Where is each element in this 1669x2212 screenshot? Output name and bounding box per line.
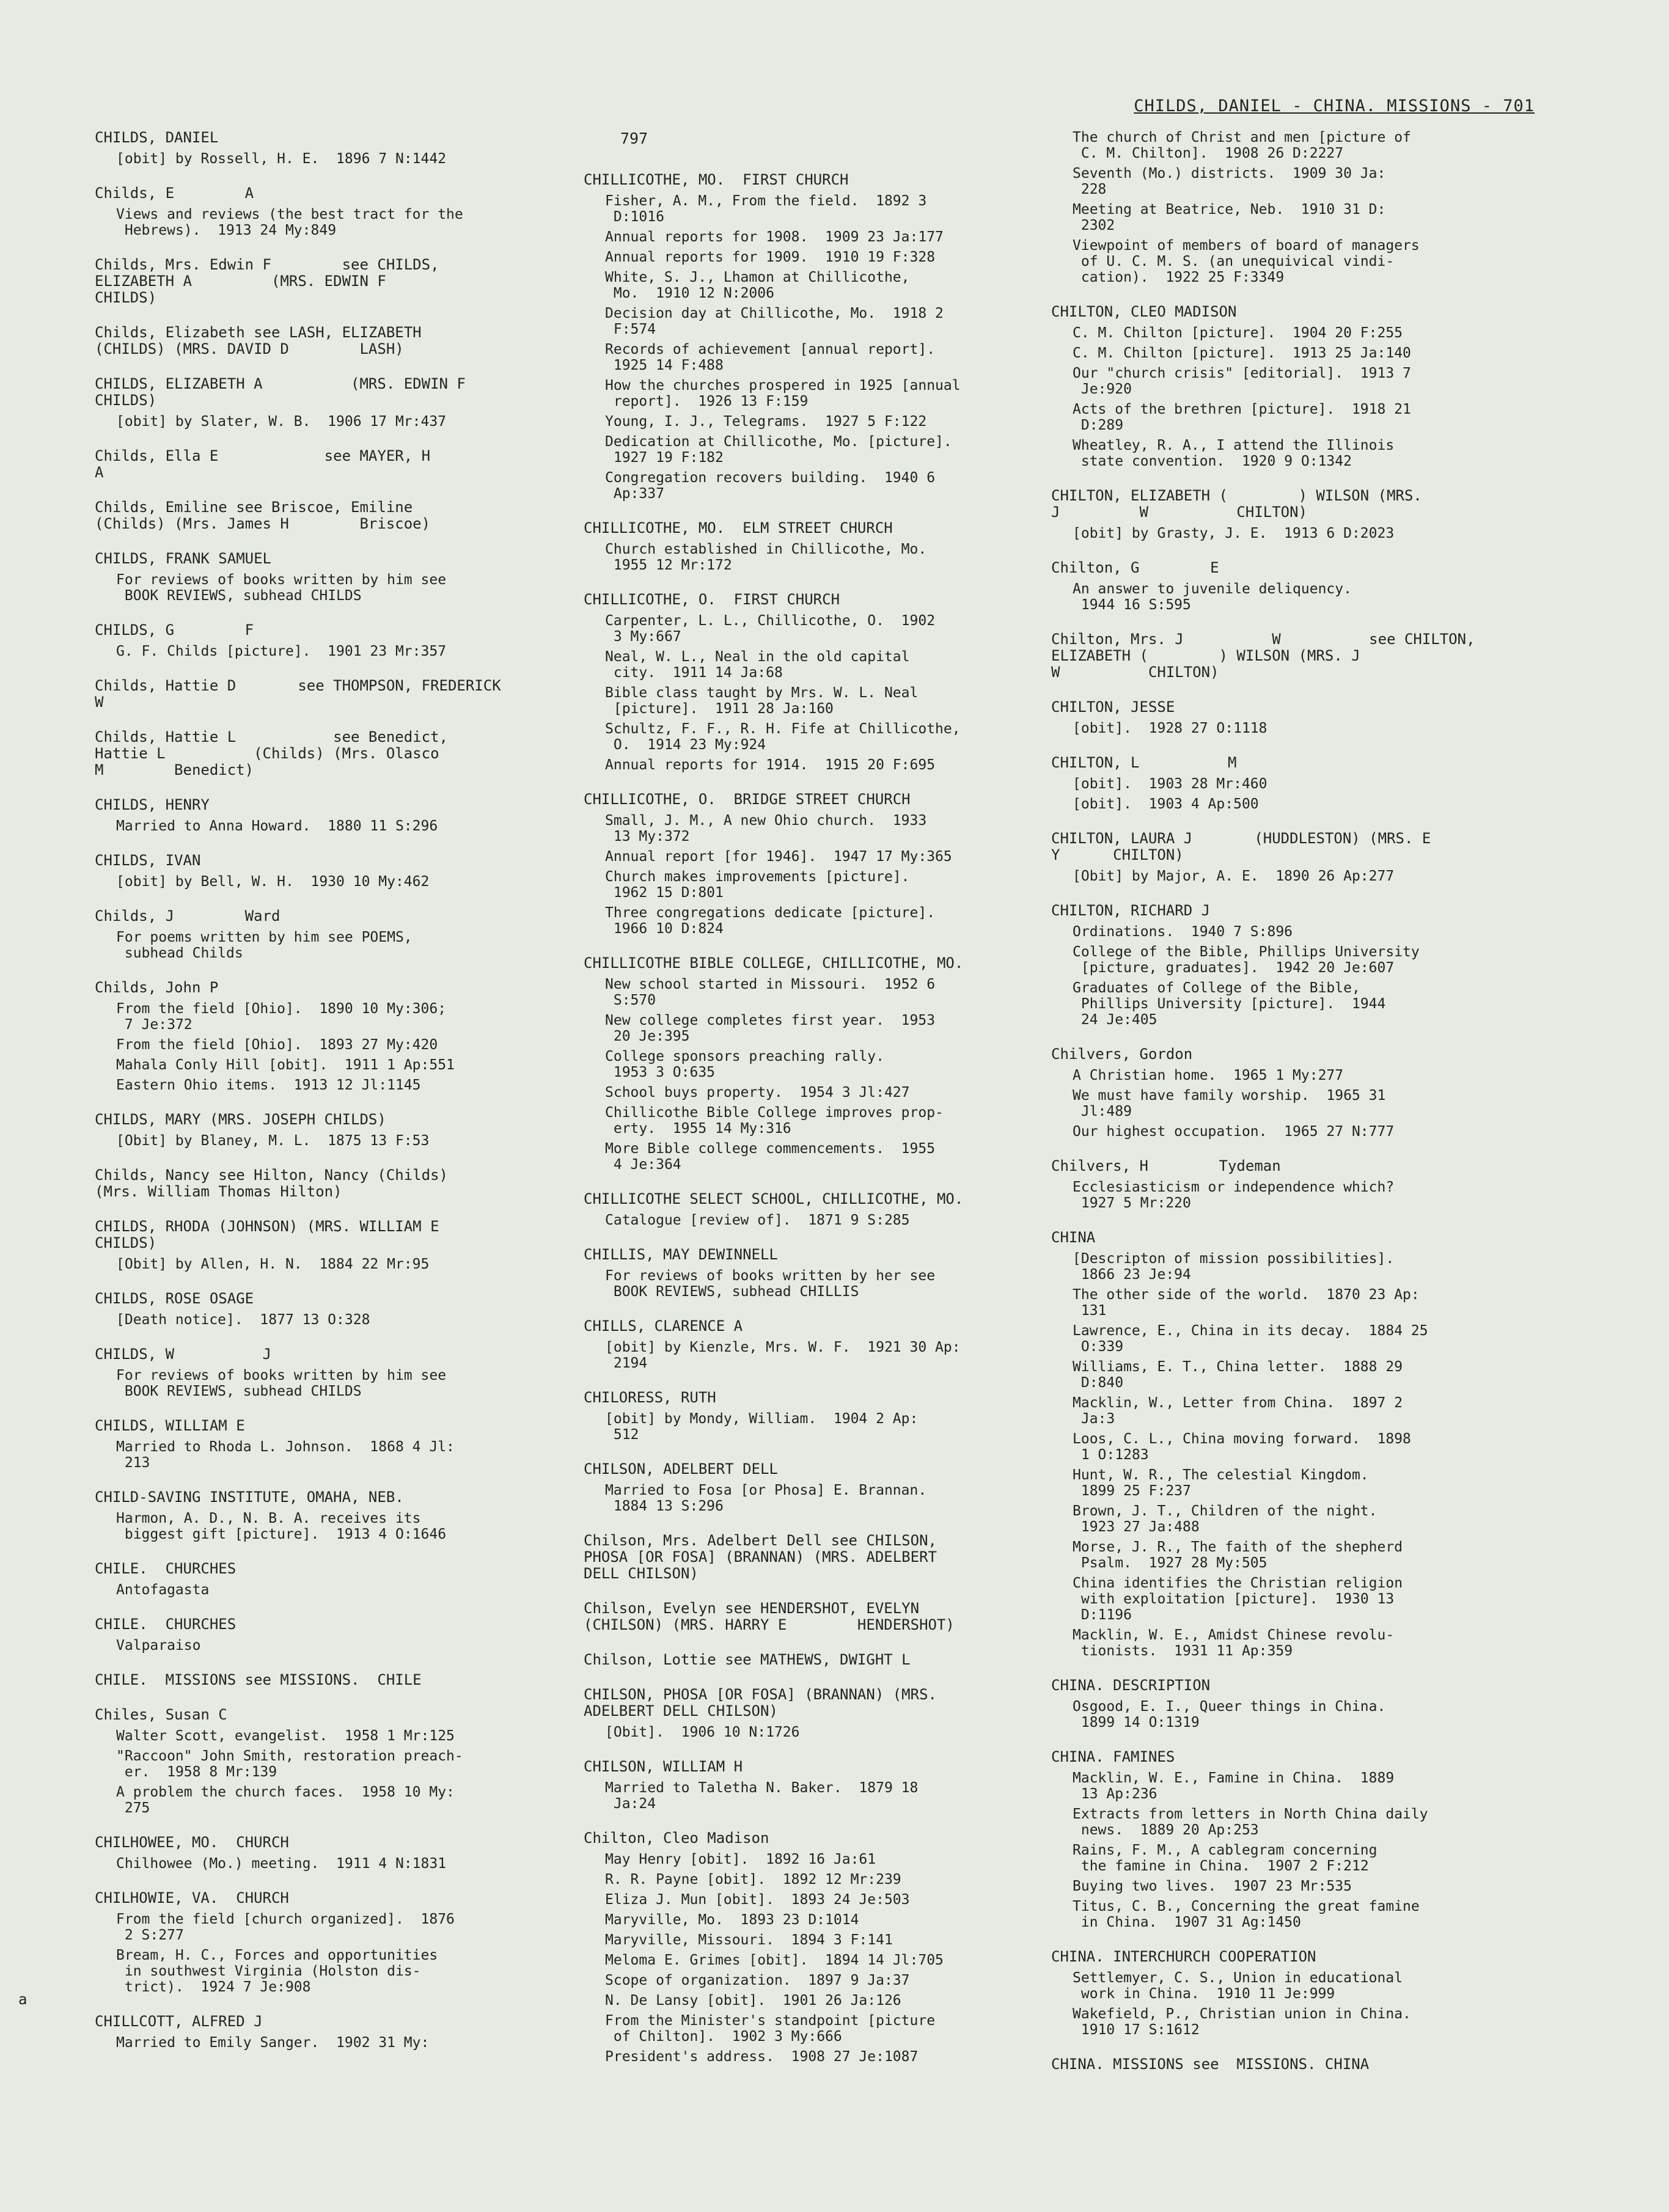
entry-heading: CHILLS, CLARENCE A [584, 1317, 743, 1335]
citation-list [95, 1638, 550, 1654]
citation-list [1051, 325, 1540, 469]
index-entry [95, 1291, 550, 1328]
entry-heading: CHILHOWEE, MO. CHURCH [95, 1834, 289, 1851]
citation: Macklin, W., Letter from China. 1897 2 Ja:3 [1073, 1395, 1403, 1427]
index-entry [95, 797, 550, 834]
index-entry [95, 1218, 550, 1272]
index-entry [1051, 1229, 1540, 1659]
citation: New college completes first year. 1953 20 Je:395 [605, 1013, 936, 1044]
citation: Bible class taught by Mrs. W. L. Neal [picture]. 1911 28 Ja:160 [605, 685, 919, 717]
citation: Annual reports for 1914. 1915 20 F:695 [605, 757, 936, 773]
entry-heading: Childs, John P [95, 979, 219, 996]
citation: Osgood, E. I., Queer things in China. 1899 14 O:1319 [1073, 1699, 1386, 1730]
entry-heading: Childs, Hattie D see THOMPSON, FREDERICK W [95, 677, 501, 711]
entry-heading: Childs, Mrs. Edwin F see CHILDS, ELIZABETH A (MRS. EDWIN F CHILDS) [95, 256, 439, 306]
citation-list [584, 1780, 1039, 1812]
index-entry [584, 791, 1039, 937]
index-entry [584, 1600, 1039, 1633]
index-entry [95, 678, 550, 711]
citation-list [95, 818, 550, 834]
citation: [Obit] by Allen, H. N. 1884 22 Mr:95 [116, 1256, 430, 1272]
citation: [obit] by Slater, W. B. 1906 17 Mr:437 [116, 414, 447, 430]
entry-heading: Childs, Nancy see Hilton, Nancy (Childs) (Mrs. William Thomas Hilton) [95, 1166, 448, 1200]
citation: Carpenter, L. L., Chillicothe, O. 1902 3 My:667 [605, 613, 936, 645]
index-entry [1051, 2056, 1540, 2073]
citation: May Henry [obit]. 1892 16 Ja:61 [605, 1851, 876, 1867]
citation-list [95, 207, 550, 238]
citation: Married to Anna Howard. 1880 11 S:296 [116, 818, 438, 834]
citation: The other side of the world. 1870 23 Ap: 131 [1073, 1287, 1420, 1319]
citation-list [1051, 1699, 1540, 1730]
index-entry [1051, 1949, 1540, 2038]
citation: School buys property. 1954 3 Jl:427 [605, 1085, 910, 1101]
citation-list [584, 976, 1039, 1173]
entry-heading: Childs, J Ward [95, 907, 281, 925]
citation-list [1051, 1068, 1540, 1140]
citation-list [584, 1212, 1039, 1228]
citation: Williams, E. T., China letter. 1888 29 D:840 [1073, 1359, 1403, 1391]
index-entry [95, 499, 550, 532]
citation-list [95, 2035, 550, 2051]
citation: Brown, J. T., Children of the night. 1923 27 Ja:488 [1073, 1503, 1377, 1535]
citation: C. M. Chilton [picture]. 1904 20 F:255 [1073, 325, 1403, 341]
citation: [obit] by Grasty, J. E. 1913 6 D:2023 [1073, 526, 1395, 541]
index-entry [95, 622, 550, 659]
citation: Records of achievement [annual report]. 1925 14 F:488 [605, 342, 936, 373]
entry-heading: CHILDS, WILLIAM E [95, 1417, 245, 1434]
entry-heading: Childs, E A [95, 185, 254, 202]
citation-list [95, 1256, 550, 1272]
entry-heading: Chilvers, Gordon [1051, 1046, 1193, 1063]
citation: G. F. Childs [picture]. 1901 23 Mr:357 [116, 643, 447, 659]
entry-heading: CHILDS, HENRY [95, 796, 210, 813]
citation-list [95, 874, 550, 890]
index-column-2 [584, 130, 1039, 2083]
citation: From the field [church organized]. 1876 2 S:277 [116, 1911, 455, 1943]
citation: From the Minister's standpoint [picture of Chilton]. 1902 3 My:666 [605, 2013, 936, 2045]
entry-heading: CHILTON, CLEO MADISON [1051, 303, 1237, 320]
citation: Meloma E. Grimes [obit]. 1894 14 Jl:705 [605, 1952, 944, 1968]
citation-list [95, 414, 550, 430]
index-entry [584, 1318, 1039, 1371]
citation-list [95, 1368, 550, 1399]
citation: Fisher, A. M., From the field. 1892 3 D:1016 [605, 193, 927, 225]
citation: Young, I. J., Telegrams. 1927 5 F:122 [605, 414, 927, 430]
entry-heading: Chilton, Mrs. J W see CHILTON, ELIZABETH ( ) WILSON (MRS. J W CHILTON) [1051, 631, 1475, 681]
entry-heading: CHILLICOTHE SELECT SCHOOL, CHILLICOTHE, MO. [584, 1190, 964, 1207]
citation-list [584, 1411, 1039, 1443]
index-entry [95, 1418, 550, 1471]
citation: Graduates of College of the Bible, Phillips University [picture]. 1944 24 Je:405 [1073, 980, 1386, 1028]
entry-heading: CHINA. MISSIONS see MISSIONS. CHINA [1051, 2056, 1370, 2073]
index-entry [584, 1461, 1039, 1514]
citation: "Raccoon" John Smith, restoration preach- er. 1958 8 Mr:139 [116, 1748, 463, 1780]
citation: [obit]. 1903 4 Ap:500 [1073, 796, 1259, 812]
citation: [Obit]. 1906 10 N:1726 [605, 1724, 800, 1740]
entry-heading: Chilson, Mrs. Adelbert Dell see CHILSON, PHOSA [OR FOSA] (BRANNAN) (MRS. ADELBERT DELL CHILSON) [584, 1532, 937, 1582]
index-entry [1051, 1158, 1540, 1211]
citation: Scope of organization. 1897 9 Ja:37 [605, 1972, 910, 1988]
citation-list [95, 929, 550, 961]
citation: We must have family worship. 1965 31 Jl:489 [1073, 1088, 1386, 1119]
citation: R. R. Payne [obit]. 1892 12 Mr:239 [605, 1872, 901, 1888]
citation: Wakefield, P., Christian union in China. 1910 17 S:1612 [1073, 2006, 1411, 2038]
index-entry [95, 448, 550, 481]
entry-heading: Chiles, Susan C [95, 1706, 227, 1723]
citation: Extracts from letters in North China daily news. 1889 20 Ap:253 [1073, 1806, 1428, 1838]
entry-heading: CHILTON, ELIZABETH ( ) WILSON (MRS. J W CHILTON) [1051, 487, 1422, 521]
citation: Church established in Chillicothe, Mo. 1955 12 Mr:172 [605, 541, 927, 573]
citation: College of the Bible, Phillips University [picture, graduates]. 1942 20 Je:607 [1073, 944, 1420, 976]
citation: Chilhowee (Mo.) meeting. 1911 4 N:1831 [116, 1856, 447, 1872]
index-entry [584, 1652, 1039, 1668]
citation: White, S. J., Lhamon at Chillicothe, Mo. 1910 12 N:2006 [605, 269, 910, 301]
citation: Ecclesiasticism or independence which? 1927 5 Mr:220 [1073, 1179, 1395, 1211]
citation: Three congregations dedicate [picture]. 1966 10 D:824 [605, 905, 936, 937]
index-entry [1051, 830, 1540, 884]
entry-heading: CHILDS, FRANK SAMUEL [95, 550, 271, 567]
entry-heading: CHINA. DESCRIPTION [1051, 1677, 1211, 1694]
citation: Macklin, W. E., Amidst Chinese revolu- tionists. 1931 11 Ap:359 [1073, 1627, 1395, 1659]
entry-heading: CHILD-SAVING INSTITUTE, OMAHA, NEB. [95, 1489, 404, 1506]
entry-heading: CHILHOWIE, VA. CHURCH [95, 1889, 289, 1906]
entry-heading: Chilton, Cleo Madison [584, 1829, 769, 1847]
citation: Decision day at Chillicothe, Mo. 1918 2 F:574 [605, 306, 944, 337]
citation-list [584, 613, 1039, 773]
citation: President's address. 1908 27 Je:1087 [605, 2049, 919, 2065]
entry-heading: CHILE. CHURCHES [95, 1560, 237, 1577]
citation: [obit] by Rossell, H. E. 1896 7 N:1442 [116, 151, 447, 167]
entry-heading: Chilson, Evelyn see HENDERSHOT, EVELYN (CHILSON) (MRS. HARRY E HENDERSHOT) [584, 1600, 955, 1633]
index-entry [584, 172, 1039, 502]
entry-heading: CHILDS, DANIEL [95, 129, 219, 146]
index-entry [95, 1616, 550, 1654]
entry-heading: CHILDS, ELIZABETH A (MRS. EDWIN F CHILDS) [95, 375, 466, 409]
citation: [obit]. 1928 27 O:1118 [1073, 720, 1267, 736]
citation-list [584, 813, 1039, 937]
citation-list [1051, 720, 1540, 736]
citation: Harmon, A. D., N. B. A. receives its biggest gift [picture]. 1913 4 O:1646 [116, 1511, 447, 1542]
citation: Church makes improvements [picture]. 1962 15 D:801 [605, 869, 910, 901]
citation-list [95, 151, 550, 167]
citation-list [1051, 526, 1540, 541]
index-entry [584, 520, 1039, 573]
citation: Congregation recovers building. 1940 6 Ap:337 [605, 470, 936, 502]
entry-heading: CHILDS, RHODA (JOHNSON) (MRS. WILLIAM E CHILDS) [95, 1218, 439, 1251]
index-entry [95, 1834, 550, 1872]
citation: Ordinations. 1940 7 S:896 [1073, 924, 1293, 940]
entry-heading: CHILDS, G F [95, 621, 254, 639]
citation: Loos, C. L., China moving forward. 1898 1 O:1283 [1073, 1431, 1411, 1463]
citation-list [1051, 1770, 1540, 1930]
citation: New school started in Missouri. 1952 6 S:570 [605, 976, 936, 1008]
entry-heading: CHILSON, ADELBERT DELL [584, 1460, 778, 1478]
citation: Macklin, W. E., Famine in China. 1889 13 Ap:236 [1073, 1770, 1395, 1802]
citation: [Obit] by Major, A. E. 1890 26 Ap:277 [1073, 868, 1395, 884]
index-entry [1051, 755, 1540, 812]
citation: Hunt, W. R., The celestial Kingdom. 1899 25 F:237 [1073, 1467, 1369, 1499]
citation: Married to Rhoda L. Johnson. 1868 4 Jl: 213 [116, 1439, 455, 1471]
index-entry [95, 376, 550, 430]
citation: Annual reports for 1909. 1910 19 F:328 [605, 249, 936, 265]
citation-list [1051, 924, 1540, 1028]
citation-list [584, 193, 1039, 502]
entry-heading: CHILLICOTHE, O. FIRST CHURCH [584, 591, 840, 608]
entry-heading: CHILDS, ROSE OSAGE [95, 1290, 254, 1307]
entry-heading: CHILSON, PHOSA [OR FOSA] (BRANNAN) (MRS. ADELBERT DELL CHILSON) [584, 1686, 937, 1719]
entry-heading: CHILTON, RICHARD J [1051, 902, 1211, 919]
page-number: 797 [620, 130, 648, 147]
index-entry [95, 1346, 550, 1399]
citation: More Bible college commencements. 1955 4 Je:364 [605, 1141, 936, 1173]
entry-heading: CHILDS, IVAN [95, 852, 201, 869]
citation-list [584, 541, 1039, 573]
citation: Our "church crisis" [editorial]. 1913 7 Je:920 [1073, 365, 1411, 397]
citation: Annual report [for 1946]. 1947 17 My:365 [605, 849, 952, 865]
citation: From the field [Ohio]. 1890 10 My:306; 7 Je:372 [116, 1001, 447, 1033]
entry-heading: CHILSON, WILLIAM H [584, 1758, 743, 1775]
citation: Lawrence, E., China in its decay. 1884 25 O:339 [1073, 1323, 1428, 1355]
citation: A Christian home. 1965 1 My:277 [1073, 1068, 1344, 1083]
entry-heading: CHILE. MISSIONS see MISSIONS. CHILE [95, 1671, 422, 1688]
citation-list [584, 1339, 1039, 1371]
index-entry [1051, 488, 1540, 541]
index-entry [1051, 304, 1540, 469]
citation: Maryville, Missouri. 1894 3 F:141 [605, 1932, 893, 1948]
citation: Walter Scott, evangelist. 1958 1 Mr:125 [116, 1728, 455, 1744]
entry-heading: CHILTON, JESSE [1051, 698, 1175, 716]
citation-list [95, 1439, 550, 1471]
index-entry [1051, 1677, 1540, 1730]
entry-heading: Chilson, Lottie see MATHEWS, DWIGHT L [584, 1651, 911, 1668]
citation: [obit] by Kienzle, Mrs. W. F. 1921 30 Ap: 2194 [605, 1339, 961, 1371]
citation-list [95, 1728, 550, 1816]
entry-heading: CHILTON, LAURA J (HUDDLESTON) (MRS. E Y CHILTON) [1051, 830, 1431, 863]
citation: College sponsors preaching rally. 1953 3 O:635 [605, 1049, 884, 1080]
index-entry [95, 1167, 550, 1200]
citation: Wheatley, R. A., I attend the Illinois state convention. 1920 9 O:1342 [1073, 438, 1395, 469]
index-entry [95, 324, 550, 357]
citation: [obit] by Bell, W. H. 1930 10 My:462 [116, 874, 430, 890]
citation-list [1051, 1251, 1540, 1659]
page-header: CHILDS, DANIEL - CHINA. MISSIONS - 701 [1134, 97, 1535, 115]
citation: C. M. Chilton [picture]. 1913 25 Ja:140 [1073, 345, 1411, 361]
citation: Viewpoint of members of board of managers of U. C. M. S. (an unequivical vindi- cation). 1922 25 F:3349 [1073, 238, 1420, 285]
citation: [obit] by Mondy, William. 1904 2 Ap: 512 [605, 1411, 919, 1443]
index-entry [95, 1890, 550, 1995]
citation: For reviews of books written by him see BOOK REVIEWS, subhead CHILDS [116, 1368, 447, 1399]
entry-heading: CHILLICOTHE BIBLE COLLEGE, CHILLICOTHE, MO. [584, 954, 964, 972]
index-entry [95, 130, 550, 167]
citation: A problem the church faces. 1958 10 My: 275 [116, 1784, 455, 1816]
citation: From the field [Ohio]. 1893 27 My:420 [116, 1037, 438, 1053]
index-entry [1051, 1046, 1540, 1140]
index-entry [1051, 699, 1540, 736]
entry-heading: CHILORESS, RUTH [584, 1389, 716, 1406]
entry-heading: Chilton, G E [1051, 559, 1219, 576]
index-entry [95, 1707, 550, 1816]
index-entry [1051, 903, 1540, 1028]
citation: Settlemyer, C. S., Union in educational work in China. 1910 11 Je:999 [1073, 1970, 1403, 2002]
citation: Married to Emily Sanger. 1902 31 My: [116, 2035, 430, 2051]
citation: Views and reviews (the best tract for the Hebrews). 1913 24 My:849 [116, 207, 463, 238]
citation: Eliza J. Mun [obit]. 1893 24 Je:503 [605, 1892, 910, 1908]
index-entry [1051, 631, 1540, 681]
entry-heading: CHILTON, L M [1051, 754, 1237, 771]
citation-list [95, 1001, 550, 1093]
citation: [Death notice]. 1877 13 O:328 [116, 1312, 370, 1328]
index-entry [584, 1830, 1039, 2065]
citation-list [95, 1911, 550, 1995]
citation: Eastern Ohio items. 1913 12 Jl:1145 [116, 1077, 421, 1093]
citation-list [95, 1133, 550, 1149]
index-entry [95, 2013, 550, 2051]
entry-heading: CHILLICOTHE, O. BRIDGE STREET CHURCH [584, 791, 911, 808]
citation: Acts of the brethren [picture]. 1918 21 D:289 [1073, 401, 1411, 433]
citation-list [1051, 130, 1540, 285]
citation-list [95, 1312, 550, 1328]
entry-heading: CHINA. FAMINES [1051, 1748, 1175, 1765]
entry-heading: CHILLIS, MAY DEWINNELL [584, 1246, 778, 1263]
citation: Dedication at Chillicothe, Mo. [picture]. 1927 19 F:182 [605, 434, 952, 466]
index-entry [584, 1390, 1039, 1443]
entry-heading: CHILDS, W J [95, 1346, 271, 1363]
citation: [obit]. 1903 28 Mr:460 [1073, 776, 1267, 792]
citation: Maryville, Mo. 1893 23 D:1014 [605, 1912, 859, 1928]
entry-heading: Chilvers, H Tydeman [1051, 1157, 1281, 1174]
citation-list [95, 572, 550, 604]
index-entry [584, 591, 1039, 773]
entry-heading: CHILE. CHURCHES [95, 1616, 237, 1633]
index-entry [95, 908, 550, 961]
citation: [Descripton of mission possibilities]. 1866 23 Je:94 [1073, 1251, 1395, 1283]
citation-list [584, 1482, 1039, 1514]
citation: Annual reports for 1908. 1909 23 Ja:177 [605, 229, 944, 245]
index-entry [584, 1191, 1039, 1228]
citation-list [584, 1724, 1039, 1740]
citation-list [584, 1851, 1039, 2065]
index-entry [95, 1672, 550, 1688]
index-entry [95, 1489, 550, 1542]
citation: Bream, H. C., Forces and opportunities in southwest Virginia (Holston dis- trict). 1924 7 Je:908 [116, 1947, 438, 1995]
entry-heading: Childs, Elizabeth see LASH, ELIZABETH (CHILDS) (MRS. DAVID D LASH) [95, 324, 422, 357]
citation-list [95, 1511, 550, 1542]
citation-list [1051, 581, 1540, 613]
citation: Chillicothe Bible College improves prop- erty. 1955 14 My:316 [605, 1105, 944, 1137]
citation: Valparaiso [116, 1638, 201, 1654]
entry-heading: CHILLICOTHE, MO. FIRST CHURCH [584, 171, 849, 188]
citation: The church of Christ and men [picture of C. M. Chilton]. 1908 26 D:2227 [1073, 130, 1411, 161]
citation-list [95, 1856, 550, 1872]
entry-heading: CHILLCOTT, ALFRED J [95, 2013, 263, 2030]
citation: Morse, J. R., The faith of the shepherd Psalm. 1927 28 My:505 [1073, 1539, 1403, 1571]
citation: For reviews of books written by her see BOOK REVIEWS, subhead CHILLIS [605, 1268, 936, 1300]
citation-list [1051, 868, 1540, 884]
citation: For poems written by him see POEMS, subhead Childs [116, 929, 413, 961]
entry-heading: CHINA [1051, 1229, 1096, 1246]
entry-heading: CHINA. INTERCHURCH COOPERATION [1051, 1948, 1316, 1965]
citation: N. De Lansy [obit]. 1901 26 Ja:126 [605, 1993, 901, 2009]
citation: Titus, C. B., Concerning the great famine in China. 1907 31 Ag:1450 [1073, 1899, 1420, 1930]
entry-heading: Childs, Hattie L see Benedict, Hattie L (Childs) (Mrs. Olasco M Benedict) [95, 728, 448, 778]
citation: Mahala Conly Hill [obit]. 1911 1 Ap:551 [116, 1057, 455, 1073]
citation: China identifies the Christian religion with exploitation [picture]. 1930 13 D:1196 [1073, 1575, 1403, 1623]
citation: Married to Fosa [or Phosa] E. Brannan. 1884 13 S:296 [605, 1482, 927, 1514]
citation: Meeting at Beatrice, Neb. 1910 31 D: 2302 [1073, 202, 1386, 233]
citation-list [1051, 1970, 1540, 2038]
entry-heading: CHILLICOTHE, MO. ELM STREET CHURCH [584, 519, 893, 537]
citation: Catalogue [review of]. 1871 9 S:285 [605, 1212, 910, 1228]
citation: Seventh (Mo.) districts. 1909 30 Ja: 228 [1073, 166, 1386, 197]
index-column-1 [95, 130, 550, 2069]
entry-heading: CHILDS, MARY (MRS. JOSEPH CHILDS) [95, 1111, 386, 1128]
citation: Small, J. M., A new Ohio church. 1933 13 My:372 [605, 813, 927, 844]
citation-list [584, 1268, 1039, 1300]
index-entry [95, 980, 550, 1093]
index-entry [1051, 130, 1540, 285]
index-entry [1051, 1749, 1540, 1930]
index-entry [584, 1759, 1039, 1812]
index-entry [584, 1686, 1039, 1740]
margin-mark: a [18, 1991, 28, 2008]
citation: Buying two lives. 1907 23 Mr:535 [1073, 1878, 1352, 1894]
index-entry [95, 551, 550, 604]
citation: [Obit] by Blaney, M. L. 1875 13 F:53 [116, 1133, 430, 1149]
entry-heading: Childs, Emiline see Briscoe, Emiline (Childs) (Mrs. James H Briscoe) [95, 499, 431, 532]
citation: Married to Taletha N. Baker. 1879 18 Ja:24 [605, 1780, 919, 1812]
index-entry [584, 1533, 1039, 1582]
citation: Our highest occupation. 1965 27 N:777 [1073, 1124, 1395, 1140]
index-entry [95, 257, 550, 306]
index-entry [95, 1111, 550, 1149]
index-entry [95, 1561, 550, 1598]
index-entry [95, 852, 550, 890]
citation: For reviews of books written by him see BOOK REVIEWS, subhead CHILDS [116, 572, 447, 604]
index-entry [584, 955, 1039, 1173]
citation: Neal, W. L., Neal in the old capital city. 1911 14 Ja:68 [605, 649, 910, 681]
citation: Schultz, F. F., R. H. Fife at Chillicothe, O. 1914 23 My:924 [605, 721, 961, 753]
citation-list [1051, 776, 1540, 812]
citation: Rains, F. M., A cablegram concerning the famine in China. 1907 2 F:212 [1073, 1842, 1377, 1874]
citation: How the churches prospered in 1925 [annual report]. 1926 13 F:159 [605, 378, 961, 409]
citation: Antofagasta [116, 1582, 210, 1598]
entry-heading: Childs, Ella E see MAYER, H A [95, 447, 431, 481]
index-entry [95, 185, 550, 238]
citation-list [1051, 1179, 1540, 1211]
citation-list [95, 1582, 550, 1598]
index-column-3 [1051, 130, 1540, 2091]
index-entry [584, 1247, 1039, 1300]
citation: An answer to juvenile deliquency. 1944 16 S:595 [1073, 581, 1352, 613]
index-entry [1051, 560, 1540, 613]
index-entry [95, 729, 550, 778]
citation-list [95, 643, 550, 659]
